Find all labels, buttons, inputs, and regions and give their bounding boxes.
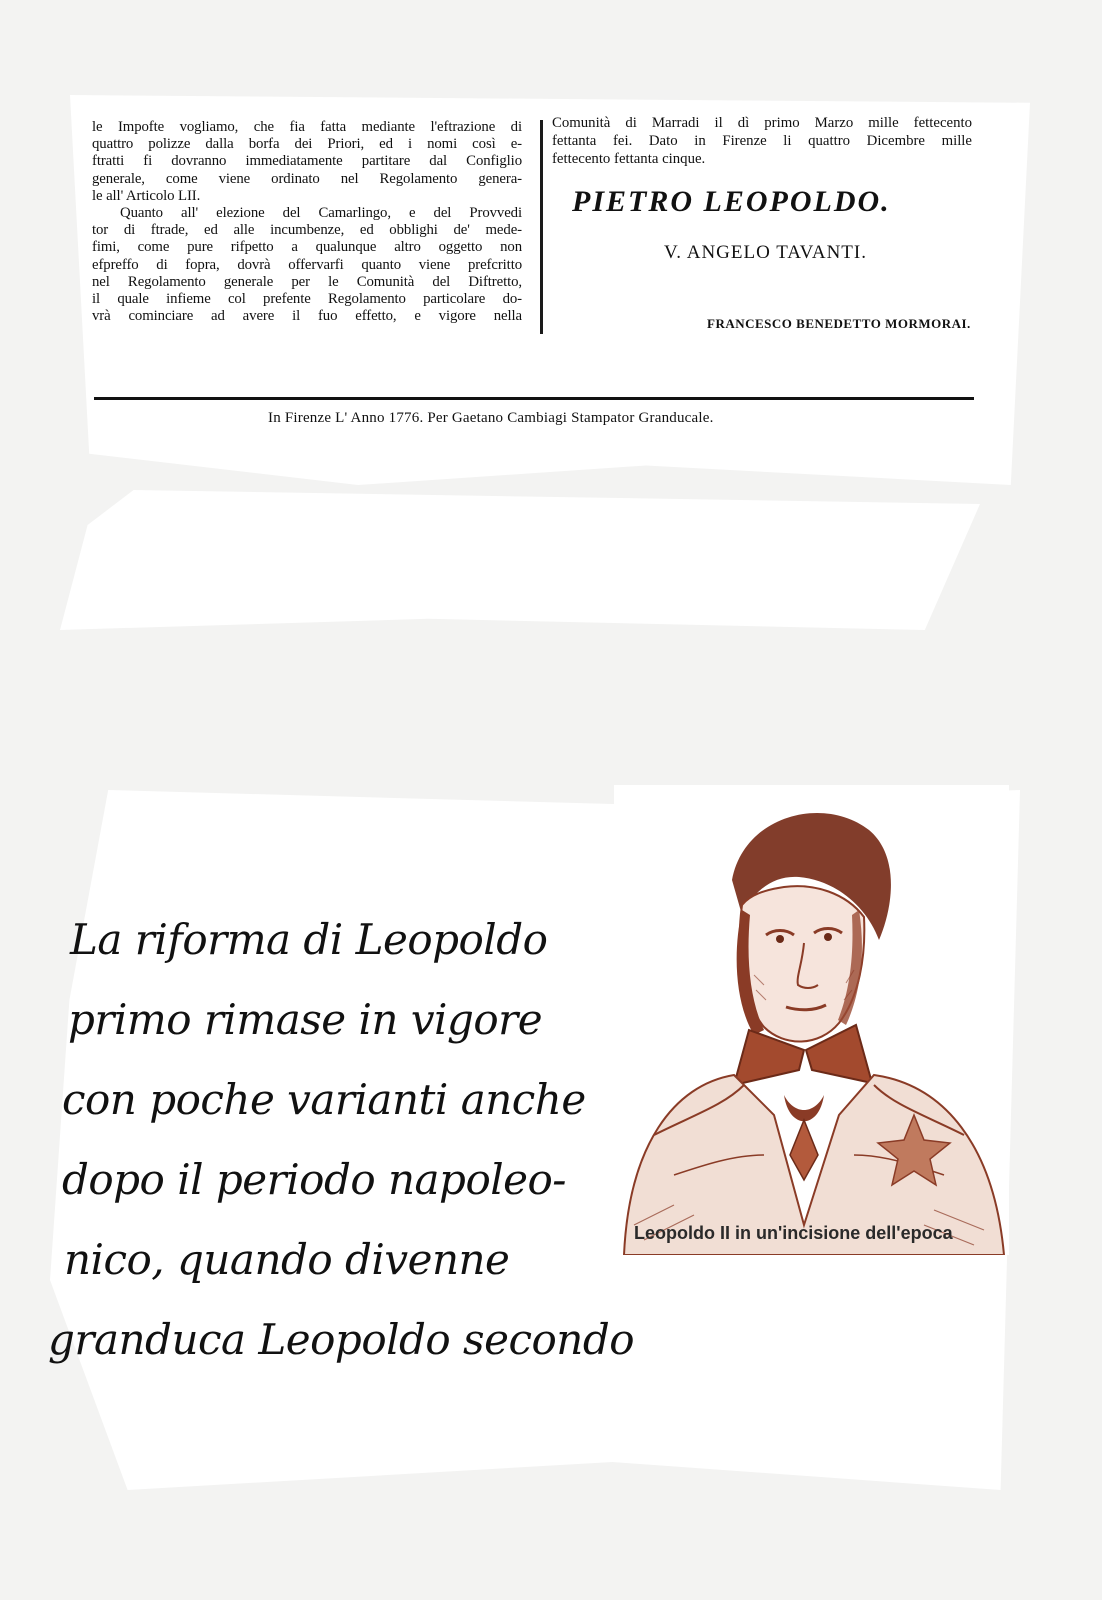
decree-right-column bbox=[552, 114, 972, 168]
column-divider bbox=[540, 120, 543, 334]
italic-commentary bbox=[48, 900, 648, 1380]
portrait-leopoldo-ii bbox=[614, 785, 1009, 1255]
decree-line: Comunità di Marradi il dì primo Marzo mille fettecento bbox=[552, 115, 972, 131]
paper-fragment-middle bbox=[60, 490, 980, 630]
decree-line: vrà cominciare ad avere il fuo effetto, e vigore nella bbox=[92, 308, 522, 325]
decree-line: fettanta fei. Dato in Firenze li quattro Dicembre mille bbox=[552, 133, 972, 149]
portrait-engraving bbox=[614, 785, 1009, 1255]
decree-line: il quale infieme col prefente Regolamento particolare do- bbox=[92, 291, 522, 308]
portrait-caption: Leopoldo II in un'incisione dell'epoca bbox=[634, 1223, 953, 1243]
decree-line: generale, come viene ordinato nel Regolamento genera- bbox=[92, 170, 522, 187]
decree-line: le all' Articolo LII. bbox=[92, 187, 201, 204]
signature-pietro-leopoldo: PIETRO LEOPOLDO. bbox=[572, 185, 891, 218]
historical-decree-excerpt bbox=[92, 112, 996, 430]
commentary-line: nico, quando divenne bbox=[64, 1235, 510, 1284]
countersign-tavanti: V. ANGELO TAVANTI. bbox=[664, 242, 867, 263]
commentary-line: La riforma di Leopoldo bbox=[70, 915, 548, 964]
commentary-line: con poche varianti anche bbox=[62, 1075, 586, 1124]
decree-line: le Impofte vogliamo, che fia fatta mediante l'eftrazione di bbox=[92, 119, 522, 135]
commentary-line: granduca Leopoldo secondo bbox=[48, 1315, 634, 1364]
secretary-mormorai: FRANCESCO BENEDETTO MORMORAI. bbox=[707, 316, 971, 331]
decree-left-column bbox=[92, 119, 522, 325]
decree-line: Quanto all' elezione del Camarlingo, e del Provvedi bbox=[120, 205, 522, 222]
decree-line: fimi, come pure rifpetto a qualunque altro oggetto non bbox=[92, 239, 522, 256]
printer-imprint: In Firenze L' Anno 1776. Per Gaetano Cambiagi Stampator Granducale. bbox=[268, 410, 714, 426]
commentary-line: primo rimase in vigore bbox=[68, 995, 543, 1044]
decree-line: ftratti fi dovranno immediatamente partitare dal Configlio bbox=[92, 153, 522, 170]
document-rule bbox=[94, 397, 974, 400]
decree-line: tor di ftrade, ed alle incumbenze, ed obblighi de' mede- bbox=[92, 222, 522, 239]
decree-line: quattro polizze dalla borfa dei Priori, ed i nomi così e- bbox=[92, 136, 522, 153]
decree-line: fettecento fettanta cinque. bbox=[552, 151, 706, 167]
decree-line: efpreffo di fopra, dovrà offervarfi quanto viene prefcritto bbox=[92, 256, 522, 273]
commentary-line: dopo il periodo napoleo- bbox=[62, 1155, 566, 1204]
decree-line: nel Regolamento generale per le Comunità del Diftretto, bbox=[92, 273, 522, 290]
